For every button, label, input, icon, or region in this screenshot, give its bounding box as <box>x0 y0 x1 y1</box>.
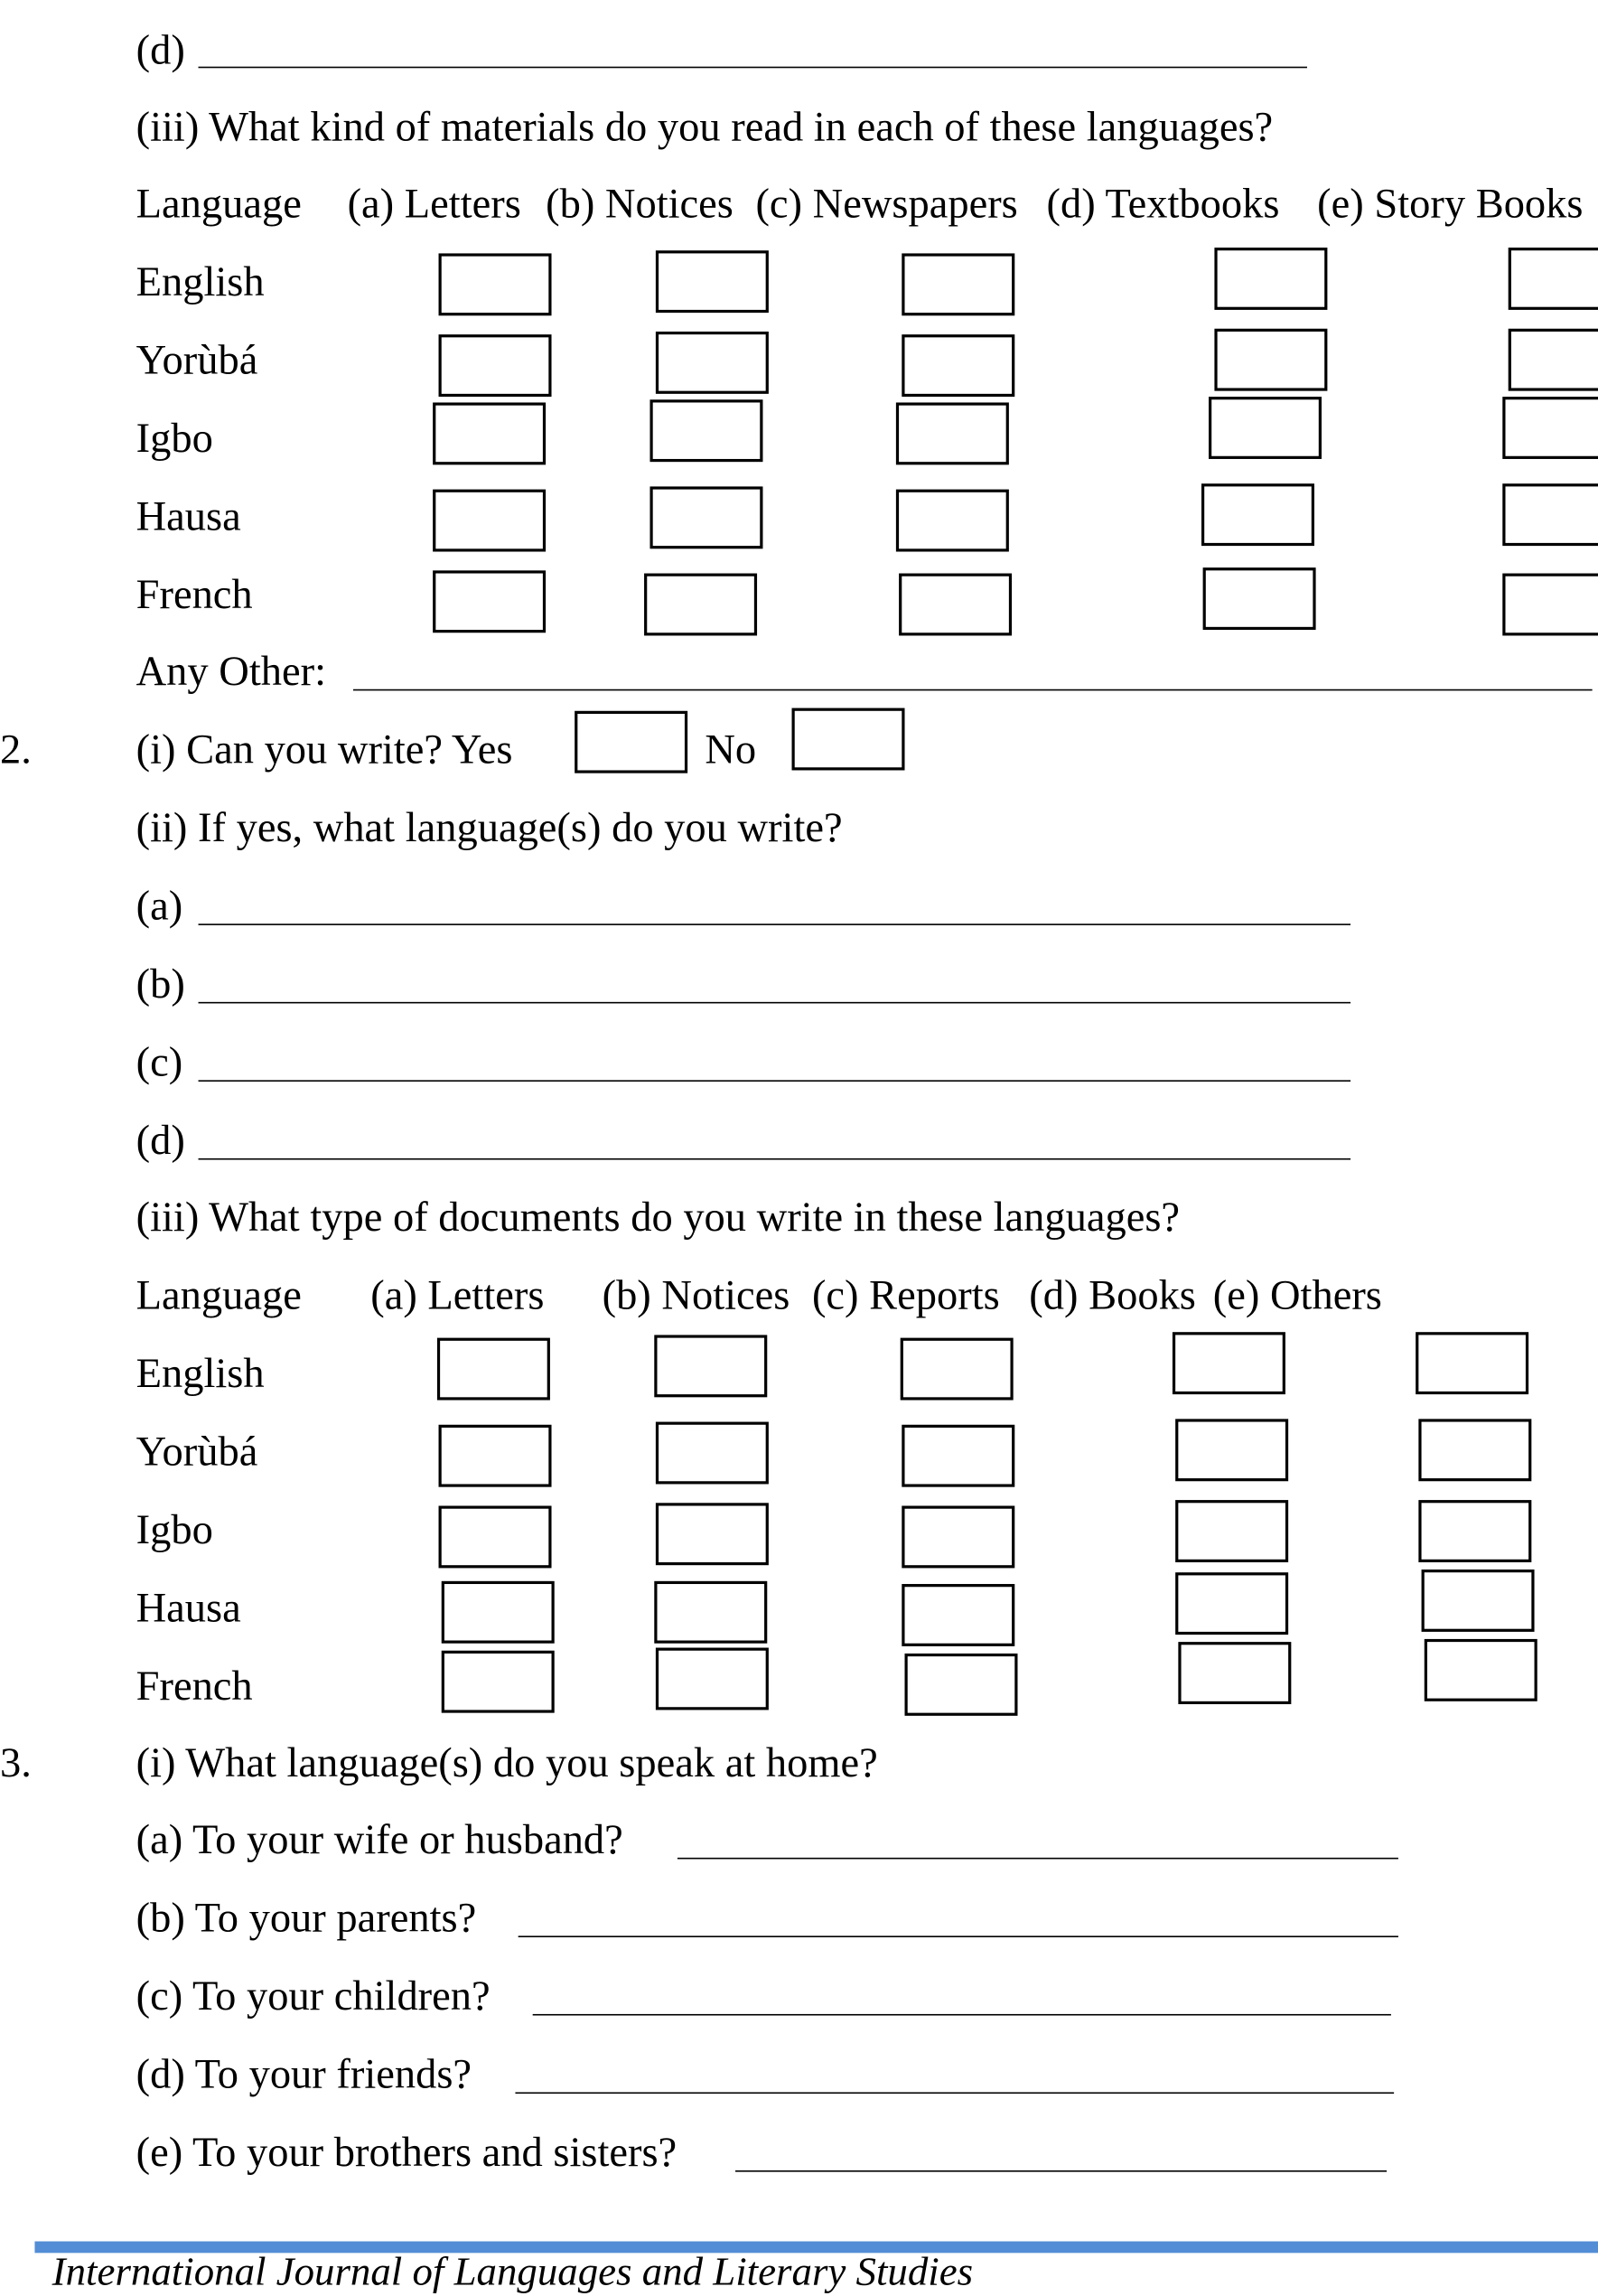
write-letters-checkbox[interactable] <box>442 1651 555 1713</box>
home-language-question: (c) To your children? <box>136 1973 491 2020</box>
write-others-checkbox[interactable] <box>1422 1570 1535 1632</box>
read-letters-checkbox[interactable] <box>439 334 552 397</box>
table1-header-storybooks: (e) Story Books <box>1317 181 1584 228</box>
write-books-checkbox[interactable] <box>1175 1419 1288 1481</box>
write-notices-checkbox[interactable] <box>654 1581 767 1644</box>
write-language-answer-line[interactable] <box>199 1080 1351 1082</box>
table2-header-reports: (c) Reports <box>811 1272 1000 1319</box>
write-reports-checkbox[interactable] <box>902 1425 1014 1487</box>
read-letters-checkbox[interactable] <box>439 253 552 315</box>
any-other-label: Any Other: <box>136 648 326 696</box>
write-notices-checkbox[interactable] <box>654 1335 767 1397</box>
read-notices-checkbox[interactable] <box>644 574 757 636</box>
table1-header-language: Language <box>136 181 302 228</box>
write-letters-checkbox[interactable] <box>437 1338 550 1401</box>
home-language-question: (b) To your parents? <box>136 1895 477 1942</box>
home-language-question: (d) To your friends? <box>136 2051 472 2098</box>
read-textbooks-checkbox[interactable] <box>1209 397 1322 459</box>
write-books-checkbox[interactable] <box>1175 1500 1288 1562</box>
write-books-checkbox[interactable] <box>1178 1642 1291 1704</box>
footer-journal-title: International Journal of Languages and Literary Studies <box>51 2250 974 2295</box>
table2-header-letters: (a) Letters <box>370 1272 545 1319</box>
table2-header-others: (e) Others <box>1212 1272 1382 1319</box>
write-language-option-label: (d) <box>136 1118 185 1165</box>
read-storybooks-checkbox[interactable] <box>1502 483 1598 546</box>
read-newspapers-checkbox[interactable] <box>899 574 1012 636</box>
read-notices-checkbox[interactable] <box>649 486 762 548</box>
table2-header-notices: (b) Notices <box>602 1272 790 1319</box>
write-letters-checkbox[interactable] <box>439 1425 552 1487</box>
home-language-answer-line[interactable] <box>678 1858 1398 1860</box>
write-reports-checkbox[interactable] <box>902 1584 1014 1646</box>
write-language-option-label: (b) <box>136 961 185 1008</box>
table2-header-language: Language <box>136 1272 302 1319</box>
write-others-checkbox[interactable] <box>1418 1500 1531 1562</box>
read-letters-checkbox[interactable] <box>433 570 546 633</box>
read-textbooks-checkbox[interactable] <box>1214 248 1327 310</box>
read-notices-checkbox[interactable] <box>656 250 769 313</box>
q2-i-question: (i) Can you write? Yes <box>136 726 513 773</box>
home-language-question: (a) To your wife or husband? <box>136 1817 623 1864</box>
q1-iii-question: (iii) What kind of materials do you read in each of these languages? <box>136 104 1274 151</box>
table1-language-label: French <box>136 571 253 619</box>
option-d-label: (d) <box>136 27 185 74</box>
write-reports-checkbox[interactable] <box>904 1654 1017 1716</box>
home-language-answer-line[interactable] <box>735 2170 1387 2172</box>
table2-language-label: English <box>136 1351 265 1398</box>
read-textbooks-checkbox[interactable] <box>1201 483 1314 546</box>
read-textbooks-checkbox[interactable] <box>1214 329 1327 391</box>
read-letters-checkbox[interactable] <box>433 490 546 552</box>
write-letters-checkbox[interactable] <box>442 1581 555 1644</box>
table2-header-books: (d) Books <box>1029 1272 1196 1319</box>
home-language-answer-line[interactable] <box>519 1935 1398 1937</box>
read-newspapers-checkbox[interactable] <box>902 253 1014 315</box>
write-language-option-label: (a) <box>136 883 183 930</box>
read-storybooks-checkbox[interactable] <box>1509 248 1598 310</box>
no-label: No <box>705 726 757 773</box>
table2-language-label: Yorùbá <box>136 1429 258 1476</box>
home-language-answer-line[interactable] <box>515 2092 1394 2094</box>
write-language-answer-line[interactable] <box>199 1002 1351 1004</box>
table2-language-label: Igbo <box>136 1507 213 1554</box>
write-language-answer-line[interactable] <box>199 923 1351 925</box>
q3-i-question: (i) What language(s) do you speak at home? <box>136 1740 878 1787</box>
read-newspapers-checkbox[interactable] <box>896 402 1009 464</box>
write-notices-checkbox[interactable] <box>656 1503 769 1565</box>
write-no-checkbox[interactable] <box>792 708 905 771</box>
q2-ii-question: (ii) If yes, what language(s) do you write? <box>136 804 843 852</box>
home-language-answer-line[interactable] <box>533 2014 1391 2016</box>
read-letters-checkbox[interactable] <box>433 402 546 464</box>
table1-header-notices: (b) Notices <box>546 181 734 228</box>
read-notices-checkbox[interactable] <box>656 332 769 394</box>
write-yes-checkbox[interactable] <box>575 711 687 773</box>
home-language-question: (e) To your brothers and sisters? <box>136 2130 678 2177</box>
read-notices-checkbox[interactable] <box>649 399 762 462</box>
write-books-checkbox[interactable] <box>1173 1332 1285 1394</box>
write-others-checkbox[interactable] <box>1418 1419 1531 1481</box>
table1-header-textbooks: (d) Textbooks <box>1046 181 1280 228</box>
read-textbooks-checkbox[interactable] <box>1203 567 1316 630</box>
table2-language-label: French <box>136 1663 253 1710</box>
read-newspapers-checkbox[interactable] <box>902 334 1014 397</box>
write-others-checkbox[interactable] <box>1425 1639 1537 1701</box>
write-language-option-label: (c) <box>136 1039 183 1086</box>
table1-language-label: Yorùbá <box>136 337 258 384</box>
write-notices-checkbox[interactable] <box>656 1648 769 1710</box>
table1-header-newspapers: (c) Newspapers <box>755 181 1018 228</box>
read-storybooks-checkbox[interactable] <box>1502 574 1598 636</box>
write-notices-checkbox[interactable] <box>656 1422 769 1485</box>
write-reports-checkbox[interactable] <box>902 1505 1014 1568</box>
q2-number: 2. <box>0 726 32 773</box>
write-language-answer-line[interactable] <box>199 1158 1351 1160</box>
table1-language-label: Igbo <box>136 415 213 463</box>
read-storybooks-checkbox[interactable] <box>1502 397 1598 459</box>
read-newspapers-checkbox[interactable] <box>896 490 1009 552</box>
any-other-line[interactable] <box>353 689 1593 691</box>
table2-language-label: Hausa <box>136 1585 241 1632</box>
table1-header-letters: (a) Letters <box>347 181 521 228</box>
table1-language-label: English <box>136 258 265 306</box>
answer-line-d[interactable] <box>199 67 1307 69</box>
write-books-checkbox[interactable] <box>1175 1572 1288 1635</box>
write-others-checkbox[interactable] <box>1416 1332 1528 1394</box>
q2-iii-question: (iii) What type of documents do you write in these languages? <box>136 1194 1181 1242</box>
table1-language-label: Hausa <box>136 493 241 540</box>
read-storybooks-checkbox[interactable] <box>1509 329 1598 391</box>
write-letters-checkbox[interactable] <box>439 1505 552 1568</box>
write-reports-checkbox[interactable] <box>901 1338 1014 1401</box>
q3-number: 3. <box>0 1740 32 1787</box>
